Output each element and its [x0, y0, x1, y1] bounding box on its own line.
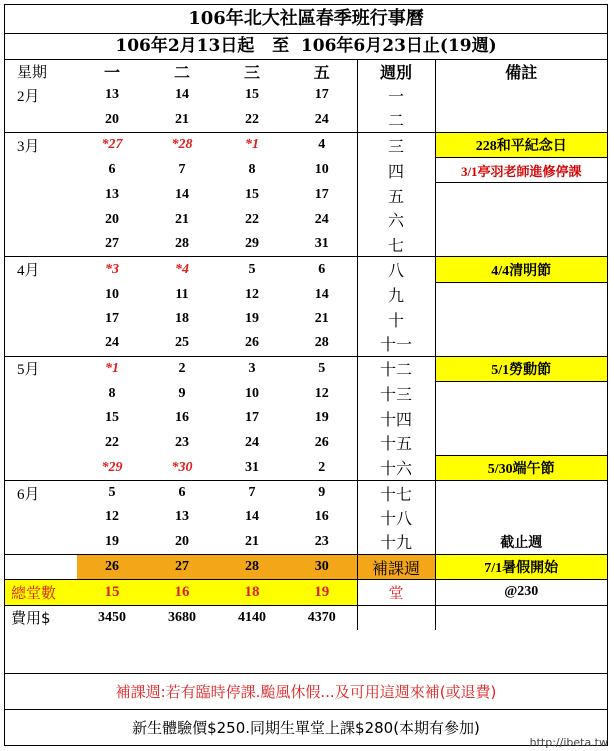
week-row — [5, 257, 607, 282]
day-tue: 9 — [178, 385, 186, 401]
week-row — [5, 430, 607, 455]
day-fri: 21 — [287, 307, 357, 331]
day-mon: 6 — [108, 162, 116, 178]
day-mon: 10 — [105, 286, 119, 302]
header-wednesday: 三 — [243, 64, 260, 82]
day-wed: 12 — [245, 286, 259, 302]
month-label — [5, 158, 77, 183]
week-number: 一 — [357, 83, 435, 107]
month-label — [5, 430, 77, 455]
week-number: 八 — [357, 257, 435, 282]
fees-note-blank — [435, 605, 607, 630]
note-cell: 228和平紀念日 — [435, 132, 607, 157]
day-wed: 15 — [245, 187, 259, 203]
month-label — [5, 331, 77, 356]
day-wed: 8 — [248, 162, 256, 178]
day-mon: 5 — [77, 481, 147, 506]
note-cell — [435, 481, 607, 506]
week-number: 四 — [357, 158, 435, 183]
day-tue: 28 — [175, 236, 189, 252]
fees-week-blank — [357, 605, 435, 630]
makeup-month-blank — [5, 554, 77, 579]
note-cell — [435, 282, 607, 307]
fees-row — [5, 605, 607, 630]
week-row — [5, 331, 607, 356]
watermark: http://ibeta.tw — [529, 736, 608, 749]
day-mon: 19 — [105, 533, 119, 549]
makeup-day-fri: 30 — [287, 554, 357, 579]
day-tue: 21 — [175, 111, 189, 127]
totals-price: @230 — [435, 580, 607, 605]
day-wed: 21 — [245, 533, 259, 549]
month-label: 6月 — [5, 481, 77, 506]
week-number: 十九 — [357, 530, 435, 555]
week-number: 六 — [357, 208, 435, 232]
month-label — [5, 455, 77, 480]
note-cell — [435, 307, 607, 331]
header-notes: 備註 — [505, 64, 538, 82]
fees-mon: 3450 — [77, 605, 147, 630]
day-mon: 13 — [105, 87, 119, 103]
day-mon: *1 — [77, 356, 147, 381]
week-row — [5, 307, 607, 331]
week-number: 十三 — [357, 381, 435, 406]
note-cell: 3/1亭羽老師進修停課 — [435, 158, 607, 183]
week-row — [5, 481, 607, 506]
note-cell: 5/1勞動節 — [435, 356, 607, 381]
day-fri: 9 — [287, 481, 357, 506]
week-row — [5, 132, 607, 157]
day-fri: 19 — [287, 406, 357, 430]
day-wed: 5 — [217, 257, 287, 282]
day-mon: 22 — [105, 434, 119, 450]
totals-label: 總堂數 — [5, 580, 77, 605]
day-mon: 20 — [105, 211, 119, 227]
day-wed: 19 — [245, 311, 259, 327]
month-label — [5, 282, 77, 307]
day-mon: 13 — [105, 187, 119, 203]
day-tue: 11 — [175, 286, 189, 302]
month-label — [5, 108, 77, 133]
day-tue: 21 — [175, 211, 189, 227]
price-note: 新生體驗價$250.同期生單堂上課$280(本期有參加) — [5, 709, 607, 746]
month-label — [5, 406, 77, 430]
month-label: 4月 — [5, 257, 77, 282]
week-row — [5, 282, 607, 307]
note-cell: 5/30端午節 — [435, 455, 607, 480]
day-wed: 15 — [245, 87, 259, 103]
week-number: 十六 — [357, 455, 435, 480]
month-label — [5, 381, 77, 406]
week-number: 二 — [357, 108, 435, 133]
day-wed: *1 — [217, 132, 287, 157]
header-monday: 一 — [103, 64, 120, 82]
totals-tue: 16 — [147, 580, 217, 605]
day-fri: 23 — [287, 530, 357, 555]
makeup-week-note: 補課週:若有臨時停課.颱風休假...及可用這週來補(或退費) — [5, 673, 607, 710]
note-cell: 截止週 — [500, 535, 543, 551]
note-cell — [435, 505, 607, 529]
day-tue: 2 — [147, 356, 217, 381]
day-wed: 14 — [245, 509, 259, 525]
day-wed: 31 — [245, 459, 259, 475]
makeup-week-label: 補課週 — [357, 554, 435, 579]
week-row — [5, 406, 607, 430]
day-tue: 6 — [147, 481, 217, 506]
note-cell: 4/4清明節 — [435, 257, 607, 282]
week-row — [5, 505, 607, 529]
week-row — [5, 183, 607, 208]
totals-row — [5, 580, 607, 605]
header-week: 週別 — [357, 59, 435, 83]
day-fri: 5 — [287, 356, 357, 381]
day-tue: 16 — [175, 410, 189, 426]
date-range-subtitle: 106年2月13日起 至 106年6月23日止(19週) — [5, 33, 607, 60]
header-tuesday: 二 — [173, 64, 190, 82]
week-number: 五 — [357, 183, 435, 208]
makeup-day-tue: 27 — [147, 554, 217, 579]
week-row — [5, 455, 607, 480]
calendar-table — [5, 59, 607, 630]
month-label: 2月 — [17, 88, 40, 105]
day-fri: 24 — [287, 108, 357, 133]
totals-unit: 堂 — [357, 580, 435, 605]
day-tue: *4 — [147, 257, 217, 282]
note-cell — [435, 406, 607, 430]
day-mon: *27 — [77, 132, 147, 157]
month-label: 3月 — [5, 132, 77, 157]
day-fri: 31 — [287, 232, 357, 257]
day-fri: 24 — [287, 208, 357, 232]
day-fri: 26 — [287, 430, 357, 455]
day-mon: *29 — [101, 459, 123, 475]
header-row — [5, 59, 607, 83]
note-cell — [435, 208, 607, 232]
note-cell — [435, 183, 607, 208]
note-cell — [435, 381, 607, 406]
day-mon: 17 — [105, 311, 119, 327]
month-label — [5, 530, 77, 555]
day-wed: 24 — [245, 434, 259, 450]
week-number: 十八 — [357, 505, 435, 529]
week-number: 十五 — [357, 430, 435, 455]
fees-fri: 4370 — [287, 605, 357, 630]
day-tue: 13 — [175, 509, 189, 525]
week-row — [5, 381, 607, 406]
week-row — [5, 158, 607, 183]
calendar-body — [5, 59, 607, 630]
day-tue: 7 — [178, 162, 186, 178]
month-label — [5, 232, 77, 257]
makeup-day-mon: 26 — [77, 554, 147, 579]
note-cell — [435, 430, 607, 455]
week-row — [5, 232, 607, 257]
day-wed: 3 — [217, 356, 287, 381]
day-wed: 7 — [217, 481, 287, 506]
month-label — [5, 505, 77, 529]
month-label — [5, 307, 77, 331]
week-row — [5, 83, 607, 107]
week-number: 三 — [357, 132, 435, 157]
header-weekday: 星期 — [17, 64, 48, 81]
month-label — [5, 208, 77, 232]
day-fri: 17 — [287, 83, 357, 107]
day-wed: 22 — [245, 211, 259, 227]
day-wed: 22 — [245, 111, 259, 127]
day-wed: 17 — [245, 410, 259, 426]
week-number: 九 — [357, 282, 435, 307]
header-friday: 五 — [287, 59, 357, 83]
fees-wed: 4140 — [217, 605, 287, 630]
day-mon: 15 — [105, 410, 119, 426]
day-fri: 4 — [287, 132, 357, 157]
week-number: 十七 — [357, 481, 435, 506]
week-number: 十一 — [357, 331, 435, 356]
fees-tue: 3680 — [147, 605, 217, 630]
day-tue: *28 — [147, 132, 217, 157]
week-row — [5, 108, 607, 133]
day-fri: 17 — [287, 183, 357, 208]
totals-fri: 19 — [287, 580, 357, 605]
day-wed: 29 — [245, 236, 259, 252]
day-fri: 16 — [287, 505, 357, 529]
totals-mon: 15 — [77, 580, 147, 605]
day-tue: 25 — [175, 335, 189, 351]
week-row — [5, 530, 607, 555]
day-fri: 6 — [287, 257, 357, 282]
day-mon: 8 — [108, 385, 116, 401]
day-mon: 12 — [105, 509, 119, 525]
week-number: 十 — [357, 307, 435, 331]
day-fri: 12 — [287, 381, 357, 406]
week-row — [5, 356, 607, 381]
day-fri: 2 — [287, 455, 357, 480]
day-fri: 28 — [287, 331, 357, 356]
week-number: 十四 — [357, 406, 435, 430]
day-tue: 14 — [175, 87, 189, 103]
day-wed: 10 — [245, 385, 259, 401]
note-cell — [435, 331, 607, 356]
day-tue: 23 — [175, 434, 189, 450]
day-tue: *30 — [171, 459, 193, 475]
day-fri: 10 — [287, 158, 357, 183]
day-mon: 27 — [105, 236, 119, 252]
note-cell — [435, 83, 607, 107]
month-label: 5月 — [5, 356, 77, 381]
note-cell — [435, 232, 607, 257]
day-fri: 14 — [287, 282, 357, 307]
makeup-note: 7/1暑假開始 — [435, 554, 607, 579]
day-tue: 18 — [175, 311, 189, 327]
day-mon: 20 — [105, 111, 119, 127]
day-tue: 14 — [175, 187, 189, 203]
week-row — [5, 208, 607, 232]
note-cell — [435, 108, 607, 133]
calendar-sheet — [4, 4, 608, 746]
week-number: 十二 — [357, 356, 435, 381]
day-tue: 20 — [175, 533, 189, 549]
day-mon: *3 — [77, 257, 147, 282]
makeup-day-wed: 28 — [217, 554, 287, 579]
calendar-title: 106年北大社區春季班行事曆 — [5, 5, 607, 34]
fees-label: 費用$ — [5, 605, 77, 630]
month-label — [5, 183, 77, 208]
day-mon: 24 — [105, 335, 119, 351]
makeup-row — [5, 554, 607, 579]
week-number: 七 — [357, 232, 435, 257]
totals-wed: 18 — [217, 580, 287, 605]
day-wed: 26 — [245, 335, 259, 351]
